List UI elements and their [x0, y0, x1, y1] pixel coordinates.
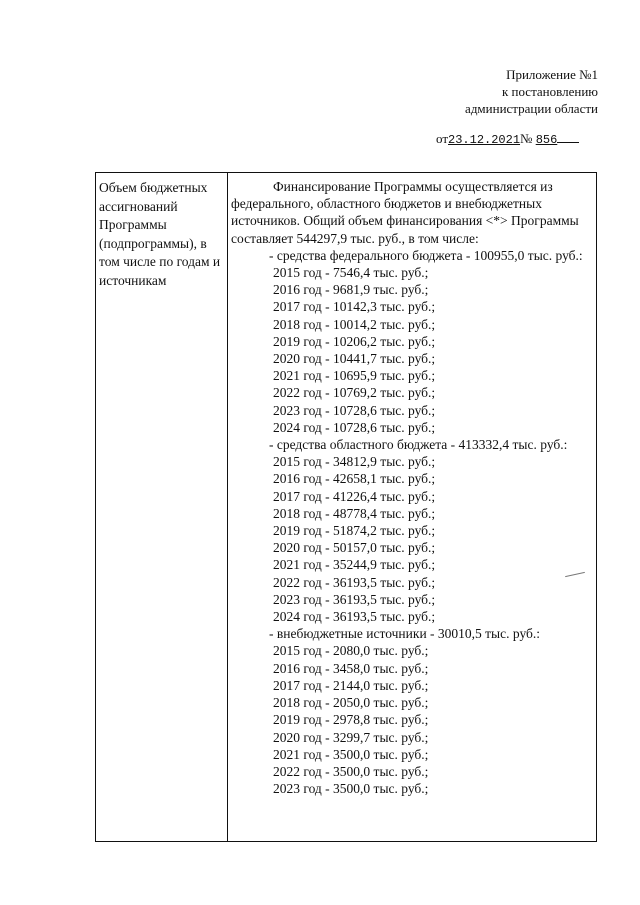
year-line: 2015 год - 7546,4 тыс. руб.;: [273, 265, 429, 281]
budget-table: [95, 172, 597, 842]
year-line: 2021 год - 35244,9 тыс. руб.;: [273, 557, 436, 573]
year-line: 2016 год - 3458,0 тыс. руб.;: [273, 660, 429, 676]
appendix-authority: администрации области: [465, 101, 598, 116]
year-line: 2017 год - 10142,3 тыс. руб.;: [273, 299, 436, 315]
year-line: 2019 год - 2978,8 тыс. руб.;: [273, 712, 429, 728]
year-line: 2015 год - 2080,0 тыс. руб.;: [273, 643, 429, 659]
regional-years-list: [231, 453, 593, 625]
extra-header: - внебюджетные источники - 30010,5 тыс. руб.:: [269, 626, 541, 642]
order-date: 23.12.2021: [448, 133, 521, 147]
year-line: 2017 год - 2144,0 тыс. руб.;: [273, 677, 429, 693]
appendix-subtitle: к постановлению: [501, 84, 598, 99]
appendix-title: Приложение №1: [506, 67, 598, 82]
order-line: [436, 131, 579, 147]
year-line: 2018 год - 48778,4 тыс. руб.;: [273, 505, 436, 521]
year-line: 2020 год - 50157,0 тыс. руб.;: [273, 540, 436, 556]
year-line: 2019 год - 51874,2 тыс. руб.;: [273, 523, 436, 539]
financing-intro: Финансирование Программы осуществляется из федерального, областного бюджетов и внебюджетных источников. Общий объем финансирования <*> Программы составляет 544297,9 тыс. руб., в том числе:: [231, 179, 579, 246]
year-line: 2023 год - 36193,5 тыс. руб.;: [273, 591, 436, 607]
year-line: 2016 год - 9681,9 тыс. руб.;: [273, 282, 429, 298]
year-line: 2015 год - 34812,9 тыс. руб.;: [273, 454, 436, 470]
year-line: 2023 год - 10728,6 тыс. руб.;: [273, 402, 436, 418]
order-underline: [557, 132, 579, 143]
year-line: 2016 год - 42658,1 тыс. руб.;: [273, 471, 436, 487]
regional-header: - средства областного бюджета - 413332,4 тыс. руб.:: [269, 437, 568, 453]
year-line: 2022 год - 10769,2 тыс. руб.;: [273, 385, 436, 401]
table-left-cell: Объем бюджетных ассигнований Программы (подпрограммы), в том числе по годам и источникам: [99, 180, 221, 288]
year-line: 2017 год - 41226,4 тыс. руб.;: [273, 488, 436, 504]
year-line: 2018 год - 2050,0 тыс. руб.;: [273, 695, 429, 711]
year-line: 2021 год - 3500,0 тыс. руб.;: [273, 746, 429, 762]
order-prefix: от: [436, 131, 449, 146]
appendix-header: [465, 66, 598, 117]
year-line: 2020 год - 3299,7 тыс. руб.;: [273, 729, 429, 745]
column-divider: [227, 173, 228, 841]
federal-years-list: [231, 264, 593, 436]
extra-years-list: [231, 642, 593, 797]
federal-header: - средства федерального бюджета - 100955,0 тыс. руб.:: [269, 247, 583, 263]
table-right-cell: [231, 178, 593, 797]
order-number: 856: [535, 133, 558, 147]
year-line: 2023 год - 3500,0 тыс. руб.;: [273, 781, 429, 797]
year-line: 2024 год - 10728,6 тыс. руб.;: [273, 419, 436, 435]
year-line: 2021 год - 10695,9 тыс. руб.;: [273, 368, 436, 384]
year-line: 2022 год - 36193,5 тыс. руб.;: [273, 574, 436, 590]
year-line: 2022 год - 3500,0 тыс. руб.;: [273, 763, 429, 779]
year-line: 2024 год - 36193,5 тыс. руб.;: [273, 609, 436, 625]
year-line: 2018 год - 10014,2 тыс. руб.;: [273, 316, 436, 332]
year-line: 2020 год - 10441,7 тыс. руб.;: [273, 351, 436, 367]
order-number-sign: №: [520, 131, 533, 146]
year-line: 2019 год - 10206,2 тыс. руб.;: [273, 333, 436, 349]
